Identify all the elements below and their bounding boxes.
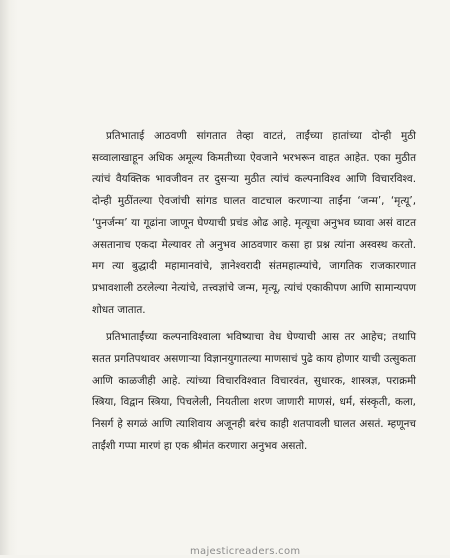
website-watermark: majesticreaders.com (190, 546, 301, 557)
paragraph-2: प्रतिभाताईंच्या कल्पनाविश्वाला भविष्याचा वेध घेण्याची आस तर आहेच; तथापि सतत प्रगतिपथावर असणाऱ्या विज्ञानयुगातल्या माणसाचं पुढे काय होणार याची उत्सुकता आणि काळजीही आहे. त्यांच्या विचारविश्वात विचारवंत, सुधारक, शास्त्रज्ञ, पराक्रमी स्त्रिया, विद्वान स्त्रिया, पिचलेली, नियतीला शरण जाणारी माणसं, धर्म, संस्कृती, कला, निसर्ग हे सगळं आणि त्याशिवाय अजूनही बरंच काही शतपावली घालत असतं. म्हणूनच ताईंशी गप्पा मारणं हा एक श्रीमंत करणारा अनुभव असतो. (92, 331, 416, 452)
paragraph-1: प्रतिभाताई आठवणी सांगतात तेव्हा वाटतं, ताईंच्या हातांच्या दोन्ही मुठी सव्वालाखाहून अधिक अमूल्य किमतीच्या ऐवजाने भरभरून वाहत आहेत. एका मुठीत त्यांचं वैयक्तिक भावजीवन तर दुसऱ्या मुठीत त्यांचं कल्पनाविश्व आणि विचारविश्व. दोन्ही मुठींतल्या ऐवजांची सांगड घालत वाटचाल करणाऱ्या ताईंना ‘जन्म’, ‘मृत्यू’, ‘पुनर्जन्म’ या गूढांना जाणून घेण्याची प्रचंड ओढ आहे. मृत्यूचा अनुभव घ्यावा असं वाटत असतानाच एकदा मेल्यावर तो अनुभव आठवणार कसा हा प्रश्न त्यांना अस्वस्थ करतो. मग त्या बुद्धादी महामानवांचे, ज्ञानेश्वरादी संतमहात्म्यांचे, जागतिक राजकारणात प्रभावशाली ठरलेल्या नेत्यांचे, तत्त्वज्ञांचे जन्म, मृत्यू, त्यांचं एकाकीपण आणि सामान्यपण शोधत जातात. (92, 130, 416, 316)
page-edge-shadow (0, 0, 10, 555)
body-text (92, 126, 416, 458)
